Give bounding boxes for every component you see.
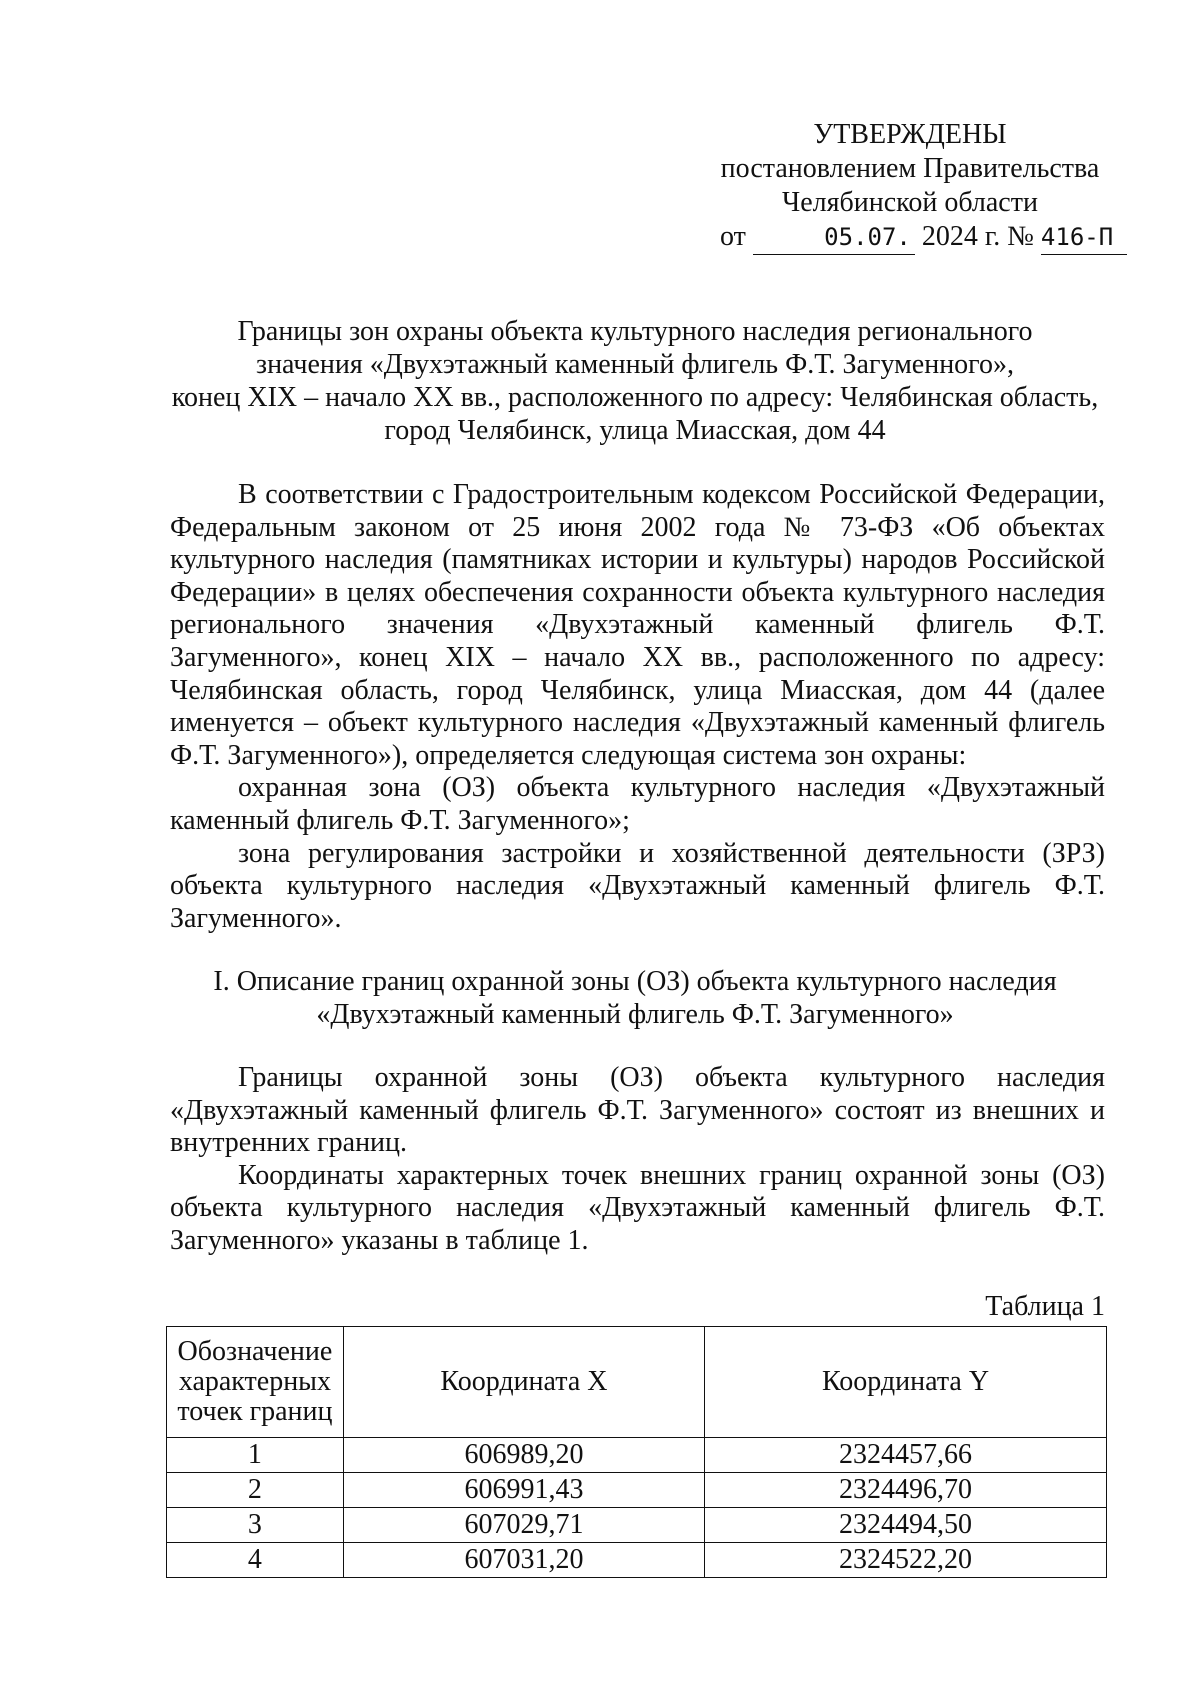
cell-x: 606989,20: [343, 1438, 704, 1473]
approval-date: 05.07.: [753, 220, 915, 255]
cell-point: 2: [167, 1473, 344, 1508]
header-point: Обозначение характерных точек границ: [167, 1327, 344, 1438]
table-row: [167, 1543, 1107, 1578]
approval-number: 416-П: [1041, 220, 1127, 255]
section-1-heading-line-1: I. Описание границ охранной зоны (ОЗ) объекта культурного наследия: [213, 966, 1057, 997]
cell-y: 2324522,20: [705, 1543, 1107, 1578]
approval-stamp: [720, 118, 1114, 255]
intro-paragraph-3: зона регулирования застройки и хозяйственной деятельности (ЗРЗ) объекта культурного наследия «Двухэтажный каменный флигель Ф.Т. Загуменного».: [170, 837, 1105, 934]
approval-line-2: Челябинской области: [782, 187, 1038, 218]
approval-from-label: от: [720, 221, 746, 252]
cell-point: 4: [167, 1543, 344, 1578]
cell-y: 2324494,50: [705, 1508, 1107, 1543]
table-caption: Таблица 1: [985, 1291, 1105, 1322]
title-line-1: Границы зон охраны объекта культурного наследия регионального: [237, 316, 1033, 347]
approval-line-1: постановлением Правительства: [720, 153, 1100, 184]
approval-year: 2024 г. №: [921, 221, 1034, 252]
section-1-heading-line-2: «Двухэтажный каменный флигель Ф.Т. Загуменного»: [316, 999, 954, 1030]
table-header-row: [167, 1327, 1107, 1438]
table-row: [167, 1508, 1107, 1543]
approval-date-row: [720, 220, 1114, 255]
section-1-body: [170, 1062, 1105, 1258]
section-1-heading: [165, 965, 1105, 1031]
intro-paragraph-1: В соответствии с Градостроительным кодексом Российской Федерации, Федеральным законом от 25 июня 2002 года № 73-ФЗ «Об объектах культурного наследия (памятниках истории и культуры) народов Российской Федерации» в целях обеспечения сохранности объекта культурного наследия регионального значения «Двухэтажный каменный флигель Ф.Т. Загуменного», конец XIX – начало XX вв., расположенного по адресу: Челябинская область, город Челябинск, улица Миасская, дом 44 (далее именуется – объект культурного наследия «Двухэтажный каменный флигель Ф.Т. Загуменного»), определяется следующая система зон охраны:: [170, 479, 1105, 771]
intro-body: [170, 479, 1105, 935]
coordinates-table: [166, 1326, 1107, 1578]
cell-x: 607031,20: [343, 1543, 704, 1578]
intro-paragraph-2: охранная зона (ОЗ) объекта культурного наследия «Двухэтажный каменный флигель Ф.Т. Загуменного»;: [170, 772, 1105, 836]
cell-x: 606991,43: [343, 1473, 704, 1508]
cell-y: 2324496,70: [705, 1473, 1107, 1508]
header-coord-y: Координата Y: [705, 1327, 1107, 1438]
header-coord-x: Координата X: [343, 1327, 704, 1438]
cell-x: 607029,71: [343, 1508, 704, 1543]
approval-heading: УТВЕРЖДЕНЫ: [813, 119, 1007, 150]
table-row: [167, 1438, 1107, 1473]
cell-point: 1: [167, 1438, 344, 1473]
title-line-3: конец XIX – начало XX вв., расположенного по адресу: Челябинская область,: [171, 382, 1099, 413]
cell-point: 3: [167, 1508, 344, 1543]
title-line-4: город Челябинск, улица Миасская, дом 44: [384, 415, 886, 446]
cell-y: 2324457,66: [705, 1438, 1107, 1473]
section-1-paragraph-1: Границы охранной зоны (ОЗ) объекта культурного наследия «Двухэтажный каменный флигель Ф.Т. Загуменного» состоят из внешних и внутренних границ.: [170, 1062, 1105, 1159]
document-title: [165, 315, 1105, 447]
table-row: [167, 1473, 1107, 1508]
section-1-paragraph-2: Координаты характерных точек внешних границ охранной зоны (ОЗ) объекта культурного наследия «Двухэтажный каменный флигель Ф.Т. Загуменного» указаны в таблице 1.: [170, 1159, 1105, 1256]
title-line-2: значения «Двухэтажный каменный флигель Ф.Т. Загуменного»,: [256, 349, 1014, 380]
